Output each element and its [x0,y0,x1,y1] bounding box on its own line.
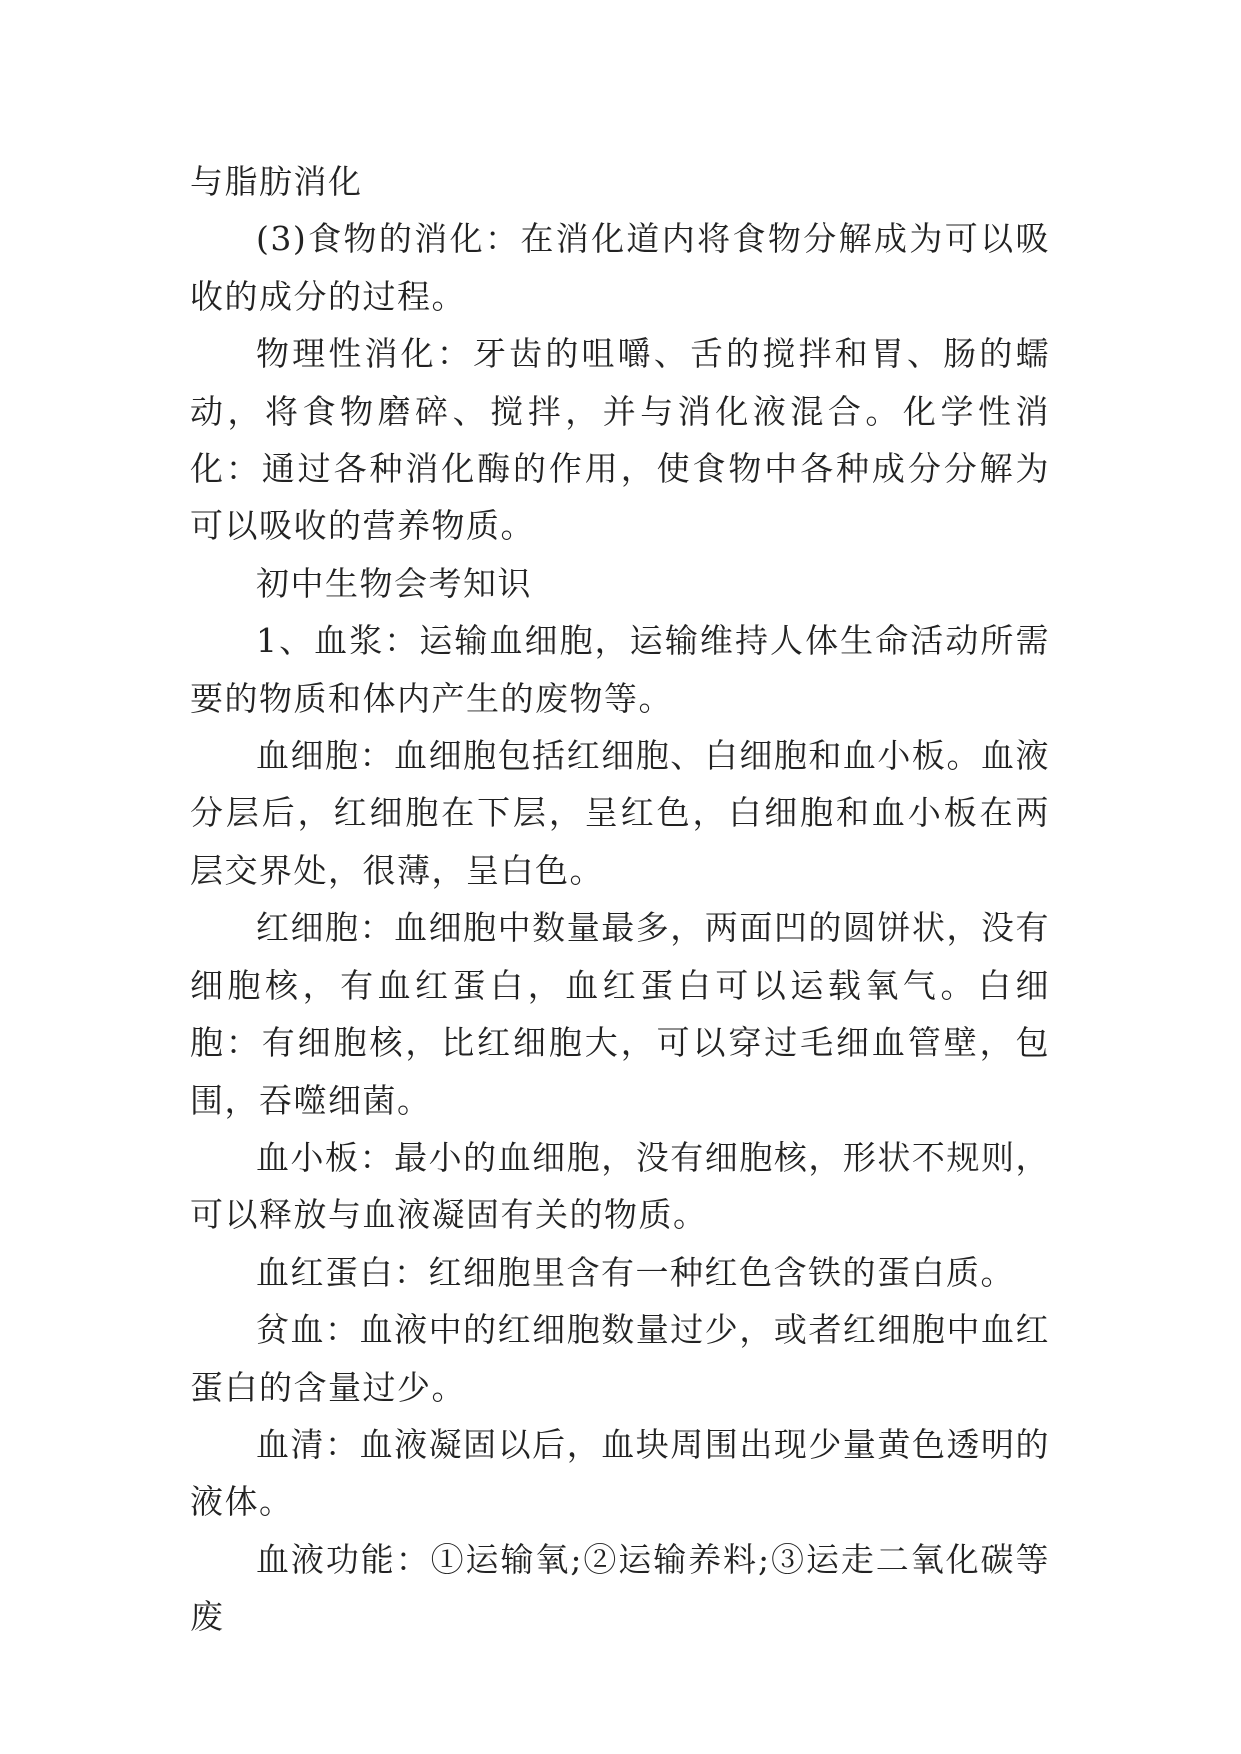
paragraph: 血液功能：①运输氧;②运输养料;③运走二氧化碳等废 [190,1539,1050,1637]
paragraph: 与脂肪消化 [190,162,363,201]
paragraph: (3)食物的消化：在消化道内将食物分解成为可以吸收的成分的过程。 [190,219,1050,316]
paragraph: 贫血：血液中的红细胞数量过少，或者红细胞中血红蛋白的含量过少。 [190,1310,1050,1407]
paragraph: 物理性消化：牙齿的咀嚼、舌的搅拌和胃、肠的蠕动，将食物磨碎、搅拌，并与消化液混合。化学性消化：通过各种消化酶的作用，使食物中各种成分分解为可以吸收的营养物质。 [190,334,1050,546]
document-body [190,153,1050,1646]
paragraph: 1、血浆：运输血细胞，运输维持人体生命活动所需要的物质和体内产生的废物等。 [190,621,1050,718]
section-heading: 初中生物会考知识 [256,563,532,603]
paragraph: 血细胞：血细胞包括红细胞、白细胞和血小板。血液分层后，红细胞在下层，呈红色，白细胞和血小板在两层交界处，很薄，呈白色。 [190,736,1050,890]
paragraph: 血红蛋白：红细胞里含有一种红色含铁的蛋白质。 [256,1252,1015,1292]
paragraph: 红细胞：血细胞中数量最多，两面凹的圆饼状，没有细胞核，有血红蛋白，血红蛋白可以运载氧气。白细胞：有细胞核，比红细胞大，可以穿过毛细血管壁，包围，吞噬细菌。 [190,908,1050,1120]
paragraph: 血清：血液凝固以后，血块周围出现少量黄色透明的液体。 [190,1424,1050,1522]
paragraph: 血小板：最小的血细胞，没有细胞核，形状不规则，可以释放与血液凝固有关的物质。 [190,1137,1050,1235]
